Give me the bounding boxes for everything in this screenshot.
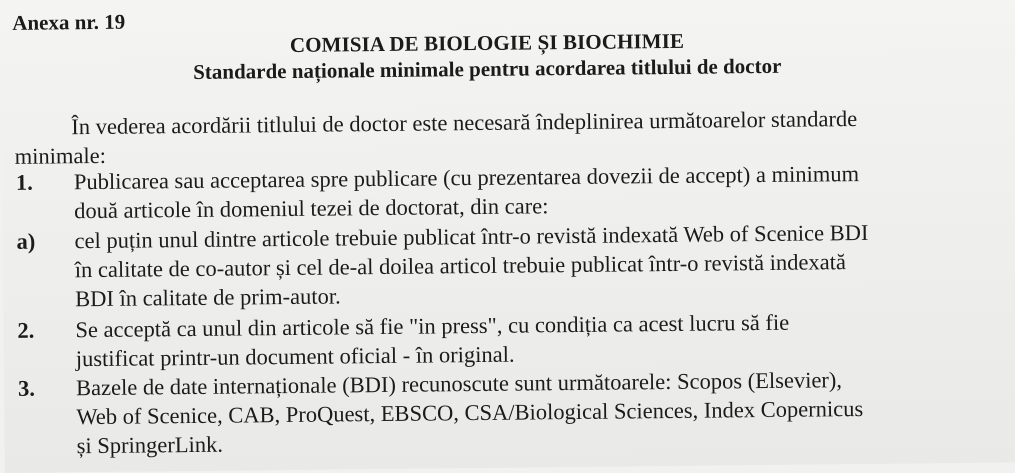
list-item-line: cel puțin unul dintre articole trebuie publicat într-o revistă indexată Web of Scenice BDI xyxy=(74,219,869,254)
list-item-line: două articole în domeniul tezei de doctorat, din care: xyxy=(74,193,549,224)
list-item-line: Publicarea sau acceptarea spre publicare (cu prezentarea dovezii de accept) a minimum xyxy=(73,161,860,195)
list-item-line: BDI în calitate de prim-autor. xyxy=(75,283,341,312)
list-item-marker: 1. xyxy=(15,169,33,195)
list-item-text xyxy=(76,365,864,460)
list-item-line: Se acceptă ca unul din articole să fie "in press", cu condiția ca acest lucru să fie xyxy=(75,309,790,343)
list-item-text xyxy=(74,159,860,225)
intro-line-2: minimale: xyxy=(14,142,106,169)
list-item-marker: a) xyxy=(16,228,36,254)
commission-title: COMISIA DE BIOLOGIE ȘI BIOCHIMIE xyxy=(289,28,685,57)
list-item-line: Bazele de date internaționale (BDI) recunoscute sunt următoarele: Scopos (Elsevier), xyxy=(75,367,843,401)
list-item-line: în calitate de co-autor și cel de-al doilea articol trebuie publicat într-o revistă indexată xyxy=(74,249,847,283)
annex-label: Anexa nr. 19 xyxy=(12,9,126,35)
list-item-line: justificat printr-un document oficial - în original. xyxy=(75,341,515,372)
list-item-line: și SpringerLink. xyxy=(76,431,224,459)
list-item-text xyxy=(74,218,869,313)
list-item-marker: 2. xyxy=(17,317,35,343)
list-item-line: Web of Scenice, CAB, ProQuest, EBSCO, CSA/Biological Sciences, Index Copernicus xyxy=(76,395,864,430)
document-subtitle: Standarde naționale minimale pentru acordarea titlului de doctor xyxy=(193,53,782,84)
list-item-text xyxy=(75,308,789,373)
list-item-marker: 3. xyxy=(17,375,36,401)
intro-line-1: În vederea acordării titlului de doctor este necesară îndeplinirea următoarelor standarde xyxy=(71,106,858,140)
